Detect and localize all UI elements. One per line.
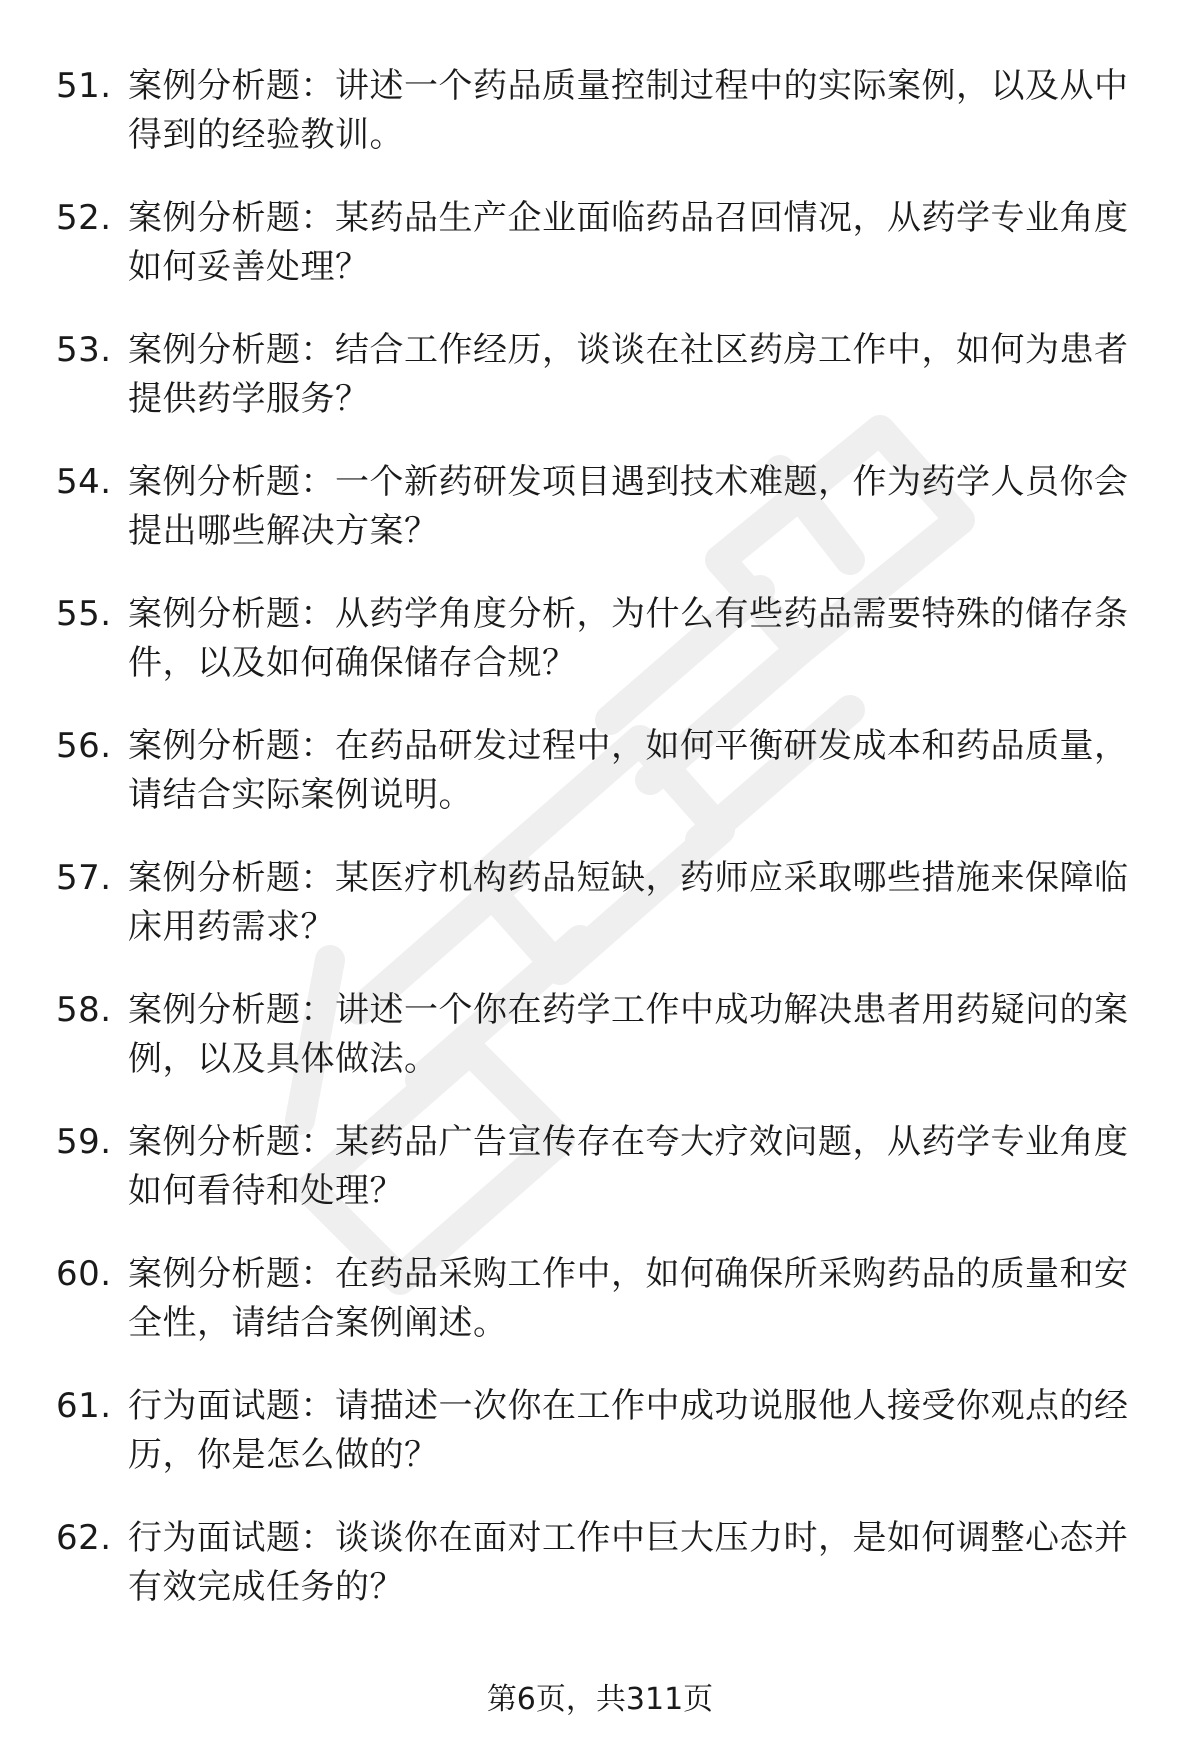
question-item (56, 854, 1146, 986)
question-item (56, 1382, 1146, 1514)
question-number: 61. (56, 1386, 112, 1426)
question-text: 案例分析题：从药学角度分析，为什么有些药品需要特殊的储存条件，以及如何确保储存合规？ (128, 594, 1129, 683)
question-text: 案例分析题：讲述一个药品质量控制过程中的实际案例，以及从中得到的经验教训。 (128, 66, 1129, 155)
question-list (56, 62, 1146, 1646)
question-item (56, 986, 1146, 1118)
question-item (56, 590, 1146, 722)
question-text: 案例分析题：一个新药研发项目遇到技术难题，作为药学人员你会提出哪些解决方案？ (128, 462, 1129, 551)
question-number: 57. (56, 858, 112, 898)
question-item (56, 1514, 1146, 1646)
question-text: 案例分析题：某医疗机构药品短缺，药师应采取哪些措施来保障临床用药需求？ (128, 858, 1129, 947)
question-text: 案例分析题：某药品生产企业面临药品召回情况，从药学专业角度如何妥善处理？ (128, 198, 1129, 287)
question-item (56, 1118, 1146, 1250)
question-text: 行为面试题：请描述一次你在工作中成功说服他人接受你观点的经历，你是怎么做的？ (128, 1386, 1129, 1475)
question-number: 59. (56, 1122, 112, 1162)
question-item (56, 326, 1146, 458)
question-number: 58. (56, 990, 112, 1030)
question-item (56, 722, 1146, 854)
question-item (56, 458, 1146, 590)
question-number: 52. (56, 198, 112, 238)
question-item (56, 194, 1146, 326)
question-item (56, 1250, 1146, 1382)
question-text: 案例分析题：讲述一个你在药学工作中成功解决患者用药疑问的案例，以及具体做法。 (128, 990, 1129, 1079)
question-text: 案例分析题：某药品广告宣传存在夸大疗效问题，从药学专业角度如何看待和处理？ (128, 1122, 1129, 1211)
question-item (56, 62, 1146, 194)
question-number: 54. (56, 462, 112, 502)
question-text: 案例分析题：在药品采购工作中，如何确保所采购药品的质量和安全性，请结合案例阐述。 (128, 1254, 1129, 1343)
question-number: 55. (56, 594, 112, 634)
question-number: 60. (56, 1254, 112, 1294)
question-number: 53. (56, 330, 112, 370)
question-text: 案例分析题：在药品研发过程中，如何平衡研发成本和药品质量，请结合实际案例说明。 (128, 726, 1129, 815)
page-footer: 第6页，共311页 (486, 1682, 714, 1717)
question-text: 行为面试题：谈谈你在面对工作中巨大压力时，是如何调整心态并有效完成任务的？ (128, 1518, 1129, 1607)
question-number: 51. (56, 66, 112, 106)
question-number: 62. (56, 1518, 112, 1558)
question-number: 56. (56, 726, 112, 766)
question-text: 案例分析题：结合工作经历，谈谈在社区药房工作中，如何为患者提供药学服务？ (128, 330, 1129, 419)
